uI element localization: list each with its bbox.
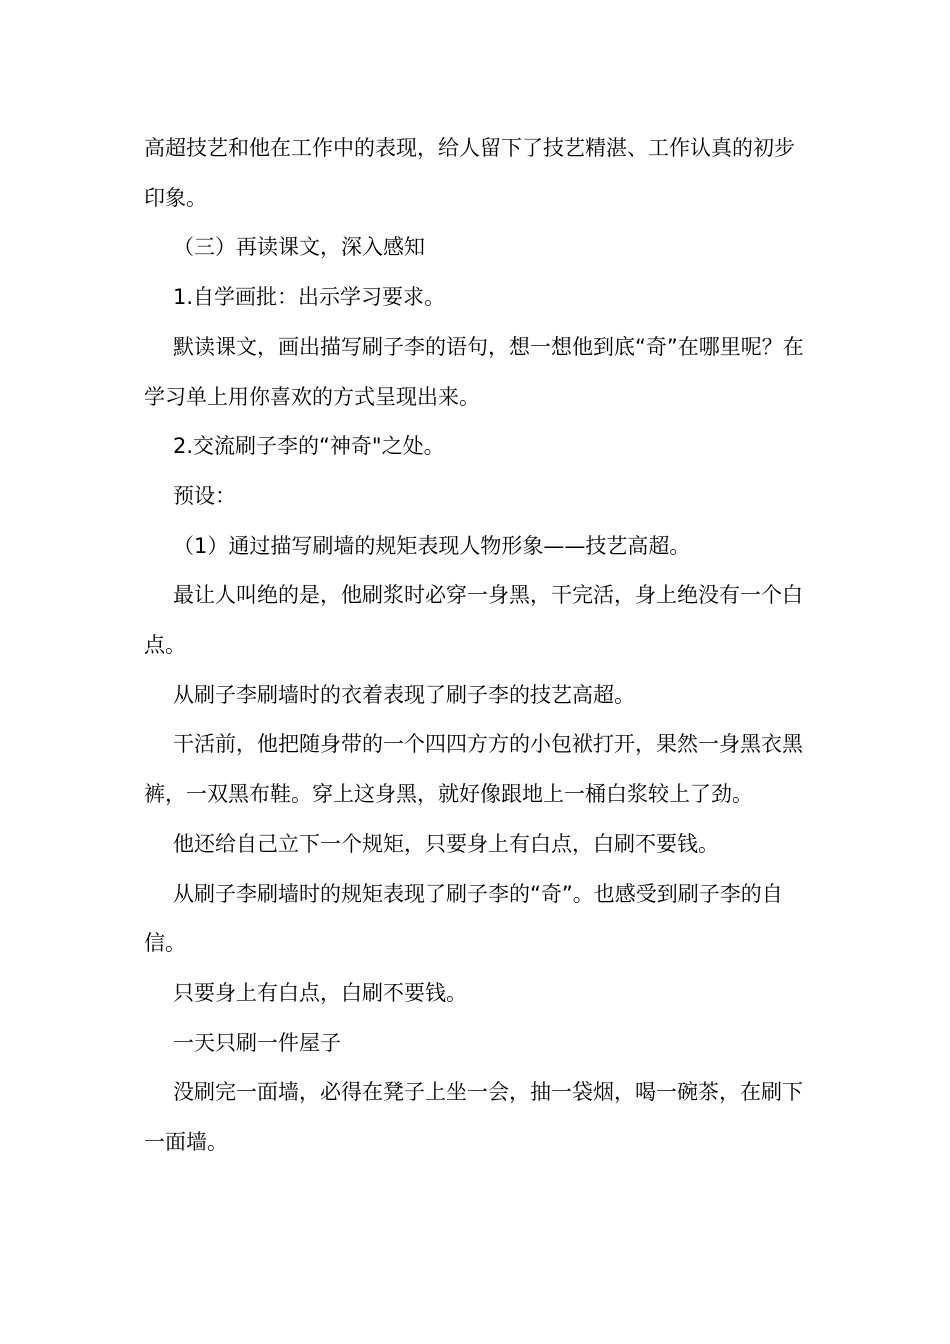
- paragraph-quote-white-dot: 只要身上有白点，白刷不要钱。: [173, 980, 467, 1005]
- section-heading: （三）再读课文，深入感知: [173, 235, 425, 260]
- document-body: [144, 124, 808, 1168]
- paragraph-reading-task: 默读课文，画出描写刷子李的语句，想一想他到底“奇”在哪里呢？在学习单上用你喜欢的方式呈现出来。: [144, 334, 804, 409]
- paragraph-quote-rule: 他还给自己立下一个规矩，只要身上有白点，白刷不要钱。: [173, 831, 719, 856]
- paragraph-analysis-clothing: 从刷子李刷墙时的衣着表现了刷子李的技艺高超。: [173, 682, 635, 707]
- paragraph-quote-bundle: 干活前，他把随身带的一个四四方方的小包袱打开，果然一身黑衣黑裤，一双黑布鞋。穿上这身黑，就好像跟地上一桶白浆较上了劲。: [144, 732, 803, 807]
- paragraph-step-1: 1.自学画批：出示学习要求。: [173, 285, 446, 310]
- paragraph-point-1: （1）通过描写刷墙的规矩表现人物形象——技艺高超。: [173, 533, 691, 558]
- paragraph-quote-rest: 没刷完一面墙，必得在凳子上坐一会，抽一袋烟，喝一碗茶，在刷下一面墙。: [144, 1080, 803, 1155]
- paragraph-quote-one-room: 一天只刷一件屋子: [173, 1030, 341, 1055]
- paragraph-step-2: 2.交流刷子李的“神奇"之处。: [173, 434, 445, 459]
- paragraph-analysis-rule: 从刷子李刷墙时的规矩表现了刷子李的“奇”。也感受到刷子李的自信。: [144, 881, 783, 956]
- paragraph-continuation: 高超技艺和他在工作中的表现，给人留下了技艺精湛、工作认真的初步印象。: [144, 136, 795, 210]
- paragraph-quote-black: 最让人叫绝的是，他刷浆时必穿一身黑，干完活，身上绝没有一个白点。: [144, 583, 803, 658]
- paragraph-preset: 预设：: [173, 483, 236, 508]
